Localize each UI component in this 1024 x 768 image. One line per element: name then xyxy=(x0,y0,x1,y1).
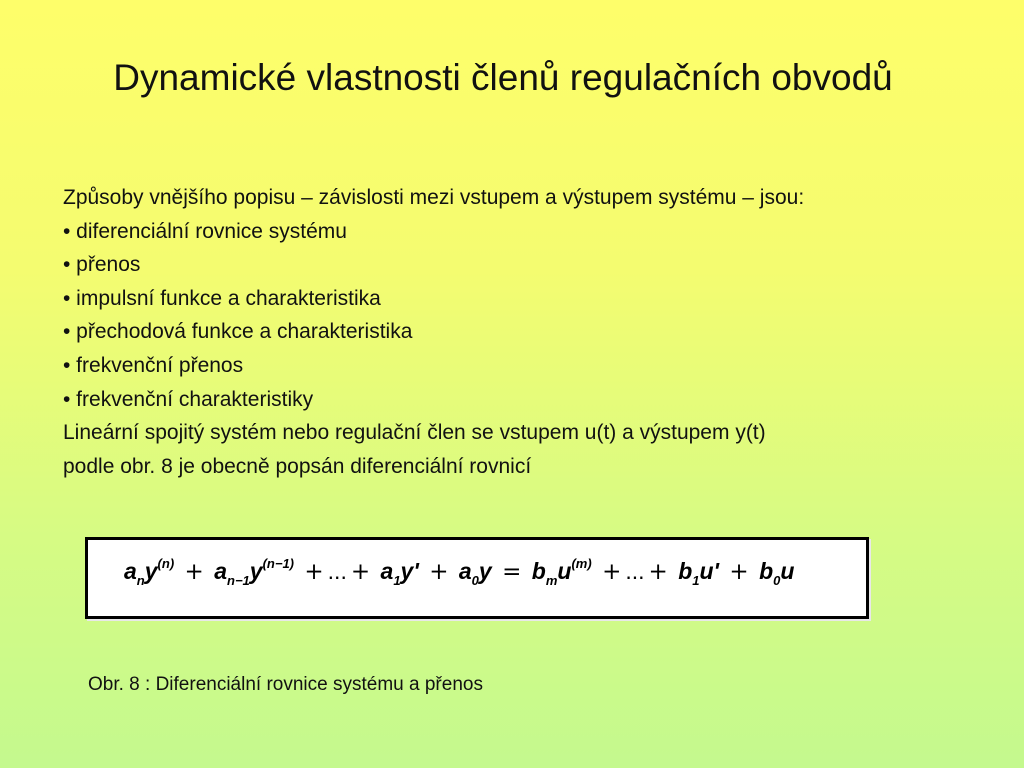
slide-title: Dynamické vlastnosti členů regulačních obvodů xyxy=(113,57,893,98)
differential-equation: $a_ny^{(n)} + a_{n-1}y^{(n-1)}$ + ... + $a_1y' + a_0y = b_mu^{(m)}$ + ... + $b_1u' + b_0u$ xyxy=(124,556,795,588)
equation-box xyxy=(85,537,869,619)
figure-caption: Obr. 8 : Diferenciální rovnice systému a přenos xyxy=(88,674,483,695)
bullet-item: • přenos xyxy=(63,253,141,277)
slide-body xyxy=(63,181,1003,483)
bullet-item: • diferenciální rovnice systému xyxy=(63,219,347,243)
bullet-item: • přechodová funkce a charakteristika xyxy=(63,320,413,344)
intro-text: Způsoby vnějšího popisu – závislosti mezi vstupem a výstupem systému – jsou: xyxy=(63,186,805,209)
bullet-item: • frekvenční přenos xyxy=(63,353,244,377)
bullet-item: • impulsní funkce a charakteristika xyxy=(63,286,381,310)
paragraph-line: Lineární spojitý systém nebo regulační člen se vstupem u(t) a výstupem y(t) xyxy=(63,421,766,445)
bullet-item: • frekvenční charakteristiky xyxy=(63,387,314,411)
paragraph-line: podle obr. 8 je obecně popsán diferenciální rovnicí xyxy=(63,454,532,478)
